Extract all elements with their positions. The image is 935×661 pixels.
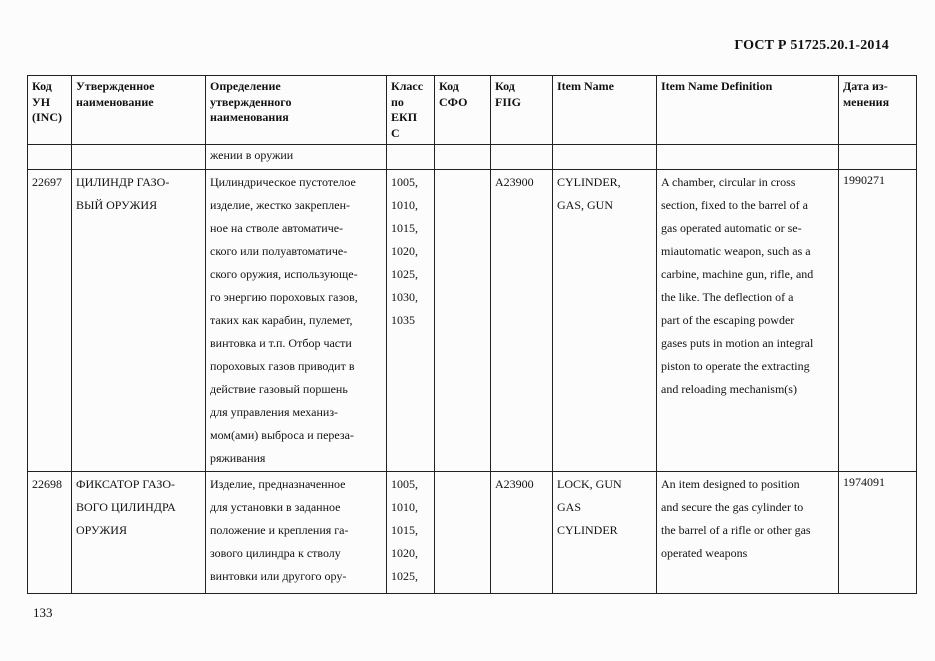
- cell-item-name-definition: [657, 145, 839, 170]
- header-item-name-definition: Item Name Definition: [657, 76, 839, 145]
- cell-definition: [206, 170, 387, 472]
- text-line: СФО: [439, 94, 468, 109]
- cell-sfo-code: [435, 472, 491, 594]
- text-line: ряживания: [210, 451, 266, 465]
- table-header-row: [28, 76, 917, 145]
- cell-item-name: [553, 170, 657, 472]
- text-line: зового цилиндра к стволу: [210, 546, 341, 560]
- cell-inc: 22698: [28, 472, 72, 594]
- cell-approved-name: [72, 472, 206, 594]
- text-line: положение и крепления га-: [210, 523, 349, 537]
- text-line: 1025,: [391, 569, 418, 583]
- cell-fiig-code: A23900: [491, 472, 553, 594]
- cell-fiig-code: [491, 145, 553, 170]
- text-line: part of the escaping powder: [661, 313, 795, 327]
- header-definition: [206, 76, 387, 145]
- cell-item-name-definition: [657, 472, 839, 594]
- cell-classes: [387, 472, 435, 594]
- cell-item-name-definition: [657, 170, 839, 472]
- text-line: ского оружия, использующе-: [210, 267, 358, 281]
- text-line: ского или полуавтоматиче-: [210, 244, 348, 258]
- text-line: го энергию пороховых газов,: [210, 290, 358, 304]
- text-line: A chamber, circular in cross: [661, 175, 796, 189]
- text-line: GAS, GUN: [557, 198, 614, 212]
- text-line: carbine, machine gun, rifle, and: [661, 267, 814, 281]
- text-line: ФИКСАТОР ГАЗО-: [76, 477, 176, 491]
- text-line: 1010,: [391, 500, 418, 514]
- text-line: the like. The deflection of a: [661, 290, 794, 304]
- cell-definition: [206, 472, 387, 594]
- text-line: винтовка и т.п. Отбор части: [210, 336, 352, 350]
- text-line: CYLINDER,: [557, 175, 621, 189]
- text-line: 1005,: [391, 175, 418, 189]
- text-line: для управления механиз-: [210, 405, 339, 419]
- document-header-title: ГОСТ Р 51725.20.1-2014: [734, 38, 889, 53]
- text-line: 1015,: [391, 523, 418, 537]
- text-line: FIIG: [495, 94, 522, 109]
- cell-fiig-code: A23900: [491, 170, 553, 472]
- text-line: 1020,: [391, 546, 418, 560]
- text-line: изделие, жестко закреплен-: [210, 198, 351, 212]
- text-line: and reloading mechanism(s): [661, 382, 797, 396]
- text-line: УН: [32, 94, 51, 109]
- text-line: Код: [495, 79, 515, 93]
- text-line: ЦИЛИНДР ГАЗО-: [76, 175, 170, 189]
- text-line: ВОГО ЦИЛИНДРА: [76, 500, 176, 514]
- header-inc: [28, 76, 72, 145]
- cell-change-date: 1990271: [839, 170, 917, 472]
- text-line: Дата из-: [843, 79, 888, 93]
- text-line: ное на стволе автоматиче-: [210, 221, 344, 235]
- text-line: (INC): [32, 110, 62, 124]
- text-line: наименования: [210, 110, 289, 124]
- page-number: 133: [33, 605, 53, 620]
- text-line: An item designed to position: [661, 477, 800, 491]
- header-item-name: Item Name: [553, 76, 657, 145]
- cell-item-name: [553, 472, 657, 594]
- text-line: Изделие, предназначенное: [210, 477, 346, 491]
- cell-change-date: [839, 145, 917, 170]
- text-line: 1030,: [391, 290, 418, 304]
- text-line: 1010,: [391, 198, 418, 212]
- text-line: для установки в заданное: [210, 500, 341, 514]
- text-line: 1035: [391, 313, 415, 327]
- text-line: piston to operate the extracting: [661, 359, 810, 373]
- text-line: Класс: [391, 79, 424, 93]
- text-line: 1015,: [391, 221, 418, 235]
- text-line: and secure the gas cylinder to: [661, 500, 804, 514]
- text-line: Утвержденное: [76, 79, 155, 93]
- table-row: [28, 472, 917, 594]
- header-change-date: [839, 76, 917, 145]
- cell-classes: [387, 170, 435, 472]
- text-line: действие газовый поршень: [210, 382, 348, 396]
- nomenclature-table: [27, 75, 917, 594]
- text-line: наименование: [76, 94, 154, 109]
- table-row-continuation: [28, 145, 917, 170]
- cell-inc: 22697: [28, 170, 72, 472]
- text-line: Цилиндрическое пустотелое: [210, 175, 356, 189]
- text-line: Определение: [210, 79, 281, 93]
- cell-approved-name: [72, 145, 206, 170]
- text-line: мом(ами) выброса и переза-: [210, 428, 354, 442]
- header-approved-name: [72, 76, 206, 145]
- text-line: по: [391, 94, 404, 109]
- text-line: 1005,: [391, 477, 418, 491]
- cell-classes: [387, 145, 435, 170]
- text-line: section, fixed to the barrel of a: [661, 198, 808, 212]
- text-line: таких как карабин, пулемет,: [210, 313, 353, 327]
- text-line: ОРУЖИЯ: [76, 523, 127, 537]
- cell-sfo-code: [435, 145, 491, 170]
- cell-inc: [28, 145, 72, 170]
- cell-change-date: 1974091: [839, 472, 917, 594]
- table-row: [28, 170, 917, 472]
- text-line: С: [391, 125, 400, 140]
- text-line: the barrel of a rifle or other gas: [661, 523, 811, 537]
- text-line: пороховых газов приводит в: [210, 359, 355, 373]
- header-fiig-code: [491, 76, 553, 145]
- text-line: ВЫЙ ОРУЖИЯ: [76, 198, 158, 212]
- text-line: 1020,: [391, 244, 418, 258]
- text-line: Код: [439, 79, 459, 93]
- cell-definition: жении в оружии: [206, 145, 387, 170]
- text-line: ЕКП: [391, 110, 418, 124]
- text-line: gases puts in motion an integral: [661, 336, 814, 350]
- text-line: GAS: [557, 500, 582, 514]
- text-line: 1025,: [391, 267, 418, 281]
- text-line: менения: [843, 94, 890, 109]
- text-line: CYLINDER: [557, 523, 618, 537]
- text-line: operated weapons: [661, 546, 748, 560]
- text-line: винтовки или другого ору-: [210, 569, 347, 583]
- cell-sfo-code: [435, 170, 491, 472]
- cell-item-name: [553, 145, 657, 170]
- header-sfo-code: [435, 76, 491, 145]
- text-line: утвержденного: [210, 94, 292, 109]
- text-line: LOCK, GUN: [557, 477, 622, 491]
- cell-approved-name: [72, 170, 206, 472]
- text-line: miautomatic weapon, such as a: [661, 244, 811, 258]
- text-line: Код: [32, 79, 52, 93]
- text-line: gas operated automatic or se-: [661, 221, 802, 235]
- header-ekps-class: [387, 76, 435, 145]
